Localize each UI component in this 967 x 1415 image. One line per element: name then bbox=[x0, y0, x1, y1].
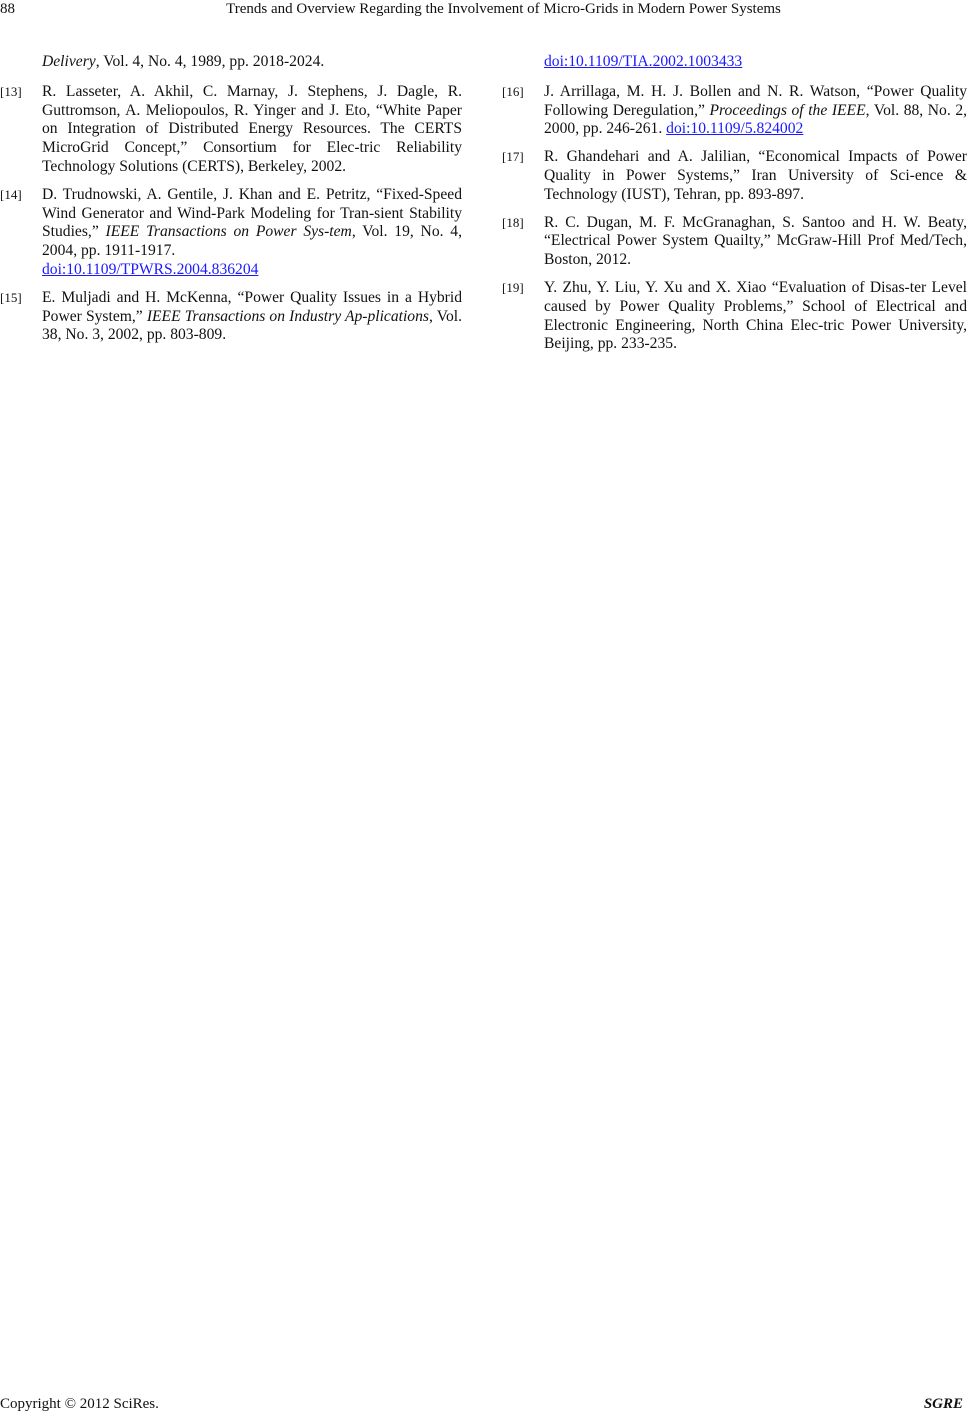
right-column bbox=[502, 53, 967, 363]
reference-text: Y. Zhu, Y. Liu, Y. Xu and X. Xiao “Evaluation of Disas-ter Level caused by Power Quality Problems,” School of Electrical and Electronic Engineering, North China Elec-tric Power University, Beijing, pp. 233-235. bbox=[544, 278, 967, 353]
reference-number: [19] bbox=[502, 279, 524, 295]
reference-details: , Vol. 19, No. 4, 2004, pp. 1911-1917. bbox=[42, 223, 462, 260]
journal-name: Delivery bbox=[42, 53, 96, 70]
reference-17 bbox=[502, 148, 967, 204]
doi-link[interactable]: doi:10.1109/TPWRS.2004.836204 bbox=[42, 260, 259, 278]
reference-details: , Vol. 38, No. 3, 2002, pp. 803-809. bbox=[42, 307, 462, 344]
reference-number: [13] bbox=[0, 83, 22, 99]
reference-number: [14] bbox=[0, 186, 22, 202]
reference-number: [16] bbox=[502, 83, 524, 99]
reference-19 bbox=[502, 279, 967, 354]
reference-text: J. Arrillaga, M. H. J. Bollen and N. R. Watson, “Power Quality Following Deregulation,” bbox=[544, 82, 967, 119]
running-title: Trends and Overview Regarding the Involvement of Micro-Grids in Modern Power Systems bbox=[226, 1, 781, 17]
reference-13 bbox=[0, 83, 462, 177]
doi-link[interactable]: doi:10.1109/5.824002 bbox=[666, 120, 804, 138]
journal-name: IEEE Transactions on Power Sys-tem bbox=[105, 223, 352, 241]
page-header bbox=[0, 0, 967, 22]
reference-text: R. Ghandehari and A. Jalilian, “Economical Impacts of Power Quality in Power Systems,” Iran University of Sci-ence & Technology (IUST), Tehran, pp. 893-897. bbox=[544, 148, 967, 203]
reference-16 bbox=[502, 83, 967, 139]
reference-number: [18] bbox=[502, 214, 524, 230]
page-number: 88 bbox=[0, 1, 15, 17]
reference-number: [15] bbox=[0, 289, 22, 305]
journal-abbreviation: SGRE bbox=[923, 1396, 963, 1412]
reference-text: E. Muljadi and H. McKenna, “Power Quality Issues in a Hybrid Power System,” bbox=[42, 288, 462, 325]
reference-details: , Vol. 88, No. 2, 2000, pp. 246-261. bbox=[544, 101, 967, 138]
reference-text: R. C. Dugan, M. F. McGranaghan, S. Santoo and H. W. Beaty, “Electrical Power System Quailty,” McGraw-Hill Prof Med/Tech, Boston, 2012. bbox=[544, 213, 967, 269]
reference-number: [17] bbox=[502, 149, 524, 165]
journal-name: Proceedings of the IEEE bbox=[709, 101, 866, 119]
page-footer bbox=[0, 1395, 967, 1415]
reference-15 bbox=[0, 289, 462, 345]
reference-18 bbox=[502, 214, 967, 270]
reference-details: , Vol. 4, No. 4, 1989, pp. 2018-2024. bbox=[95, 53, 325, 70]
journal-name: IEEE Transactions on Industry Ap-plications bbox=[146, 307, 429, 325]
doi-link[interactable]: doi:10.1109/TIA.2002.1003433 bbox=[544, 53, 743, 70]
reference-text: D. Trudnowski, A. Gentile, J. Khan and E. Petritz, “Fixed-Speed Wind Generator and Wind-Park Modeling for Tran-sient Stability Studies,” bbox=[42, 185, 462, 241]
reference-continuation bbox=[0, 53, 462, 72]
copyright-notice: Copyright © 2012 SciRes. bbox=[0, 1396, 159, 1412]
reference-14 bbox=[0, 186, 462, 280]
left-column bbox=[0, 53, 462, 354]
reference-continuation bbox=[502, 53, 967, 72]
reference-text: R. Lasseter, A. Akhil, C. Marnay, J. Stephens, J. Dagle, R. Guttromson, A. Meliopoulos, R. Yinger and J. Eto, “White Paper on Integration of Distributed Energy Resources. The CERTS MicroGrid Concept,” Consortium for Elec-tric Reliability Technology Solutions (CERTS), Berkeley, 2002. bbox=[42, 82, 462, 175]
